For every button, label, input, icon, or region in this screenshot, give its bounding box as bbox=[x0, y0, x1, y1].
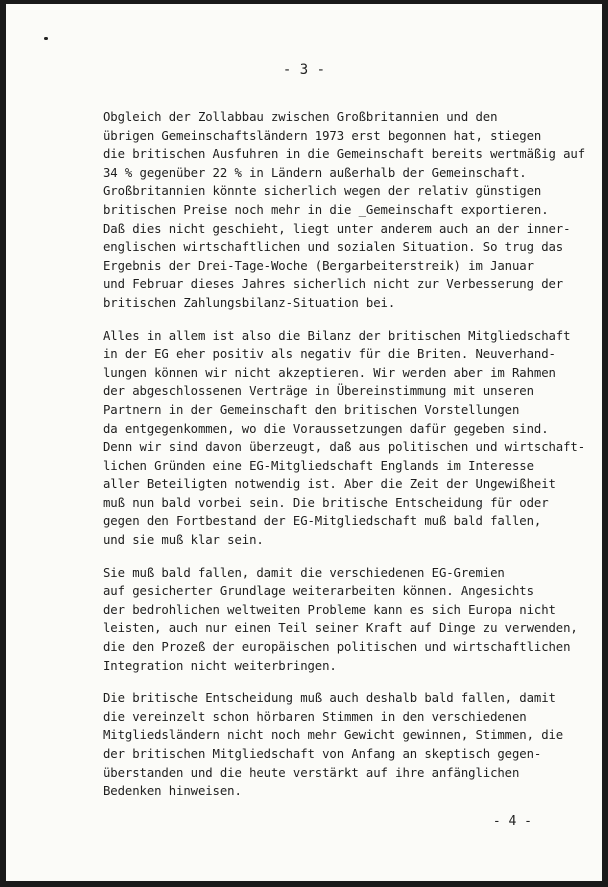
paragraph bbox=[103, 327, 586, 550]
paragraph bbox=[103, 689, 583, 801]
text-line: die den Prozeß der europäischen politischen und wirtschaftlichen bbox=[103, 640, 571, 655]
page-number: - 3 - bbox=[282, 62, 326, 78]
text-line: der britischen Mitgliedschaft von Anfang an skeptisch gegen- bbox=[103, 747, 542, 761]
text-line: auf gesicherter Grundlage weiterarbeiten können. Angesichts bbox=[103, 584, 534, 599]
text-line: da entgegenkommen, wo die Voraussetzungen dafür gegeben sind. bbox=[103, 421, 549, 436]
text-line: der abgeschlossenen Verträge in Übereinstimmung mit unseren bbox=[103, 384, 534, 399]
text-line: Ergebnis der Drei-Tage-Woche (Bergarbeiterstreik) im Januar bbox=[103, 258, 534, 273]
text-line: die britischen Ausfuhren in die Gemeinschaft bereits wertmäßig auf bbox=[103, 147, 586, 162]
text-line: 34 % gegenüber 22 % in Ländern außerhalb der Gemeinschaft. bbox=[103, 165, 527, 180]
text-line: der bedrohlichen weltweiten Probleme kann es sich Europa nicht bbox=[103, 602, 556, 617]
text-line: und sie muß klar sein. bbox=[103, 533, 264, 548]
text-line: Mitgliedsländern nicht noch mehr Gewicht gewinnen, Stimmen, die bbox=[103, 728, 564, 743]
paragraph bbox=[103, 564, 583, 676]
text-line: muß nun bald vorbei sein. Die britische Entscheidung für oder bbox=[103, 495, 549, 510]
text-line: die vereinzelt schon hörbaren Stimmen in den verschiedenen bbox=[103, 709, 527, 724]
text-line: Die britische Entscheidung muß auch deshalb bald fallen, damit bbox=[103, 691, 556, 706]
text-line: leisten, auch nur einen Teil seiner Kraft auf Dinge zu verwenden, bbox=[103, 621, 578, 636]
text-line: Denn wir sind davon überzeugt, daß aus politischen und wirtschaft- bbox=[103, 440, 586, 455]
text-line: lichen Gründen eine EG-Mitgliedschaft Englands im Interesse bbox=[103, 458, 534, 473]
text-line: Partnern in der Gemeinschaft den britischen Vorstellungen bbox=[103, 402, 520, 417]
text-line: Daß dies nicht geschieht, liegt unter anderem auch an der inner- bbox=[103, 221, 571, 236]
text-line: aller Beteiligten notwendig ist. Aber die Zeit der Ungewißheit bbox=[103, 477, 556, 492]
text-line: britischen Preise noch mehr in die _Gemeinschaft exportieren. bbox=[103, 202, 549, 217]
text-line: britischen Zahlungsbilanz-Situation bei. bbox=[103, 295, 396, 310]
text-line: in der EG eher positiv als negativ für die Briten. Neuverhand- bbox=[103, 347, 556, 362]
document-body bbox=[103, 108, 586, 815]
next-page-marker: - 4 - bbox=[492, 814, 532, 829]
text-line: Alles in allem ist also die Bilanz der britischen Mitgliedschaft bbox=[103, 328, 571, 343]
text-line: lungen können wir nicht akzeptieren. Wir werden aber im Rahmen bbox=[103, 365, 556, 380]
scan-speck bbox=[44, 37, 48, 40]
text-line: englischen wirtschaftlichen und sozialen Situation. So trug das bbox=[103, 240, 564, 255]
text-line: Sie muß bald fallen, damit die verschiedenen EG-Gremien bbox=[103, 565, 505, 580]
document-page bbox=[6, 4, 602, 881]
text-line: Bedenken hinweisen. bbox=[103, 784, 242, 799]
text-line: übrigen Gemeinschaftsländern 1973 erst begonnen hat, stiegen bbox=[103, 128, 542, 143]
text-line: gegen den Fortbestand der EG-Mitgliedschaft muß bald fallen, bbox=[103, 514, 542, 529]
text-line: überstanden und die heute verstärkt auf ihre anfänglichen bbox=[103, 765, 520, 780]
text-line: Großbritannien könnte sicherlich wegen der relativ günstigen bbox=[103, 184, 542, 199]
text-line: Obgleich der Zollabbau zwischen Großbritannien und den bbox=[103, 110, 498, 124]
paragraph bbox=[103, 108, 586, 313]
text-line: und Februar dieses Jahres sicherlich nicht zur Verbesserung der bbox=[103, 277, 564, 292]
text-line: Integration nicht weiterbringen. bbox=[103, 658, 337, 673]
